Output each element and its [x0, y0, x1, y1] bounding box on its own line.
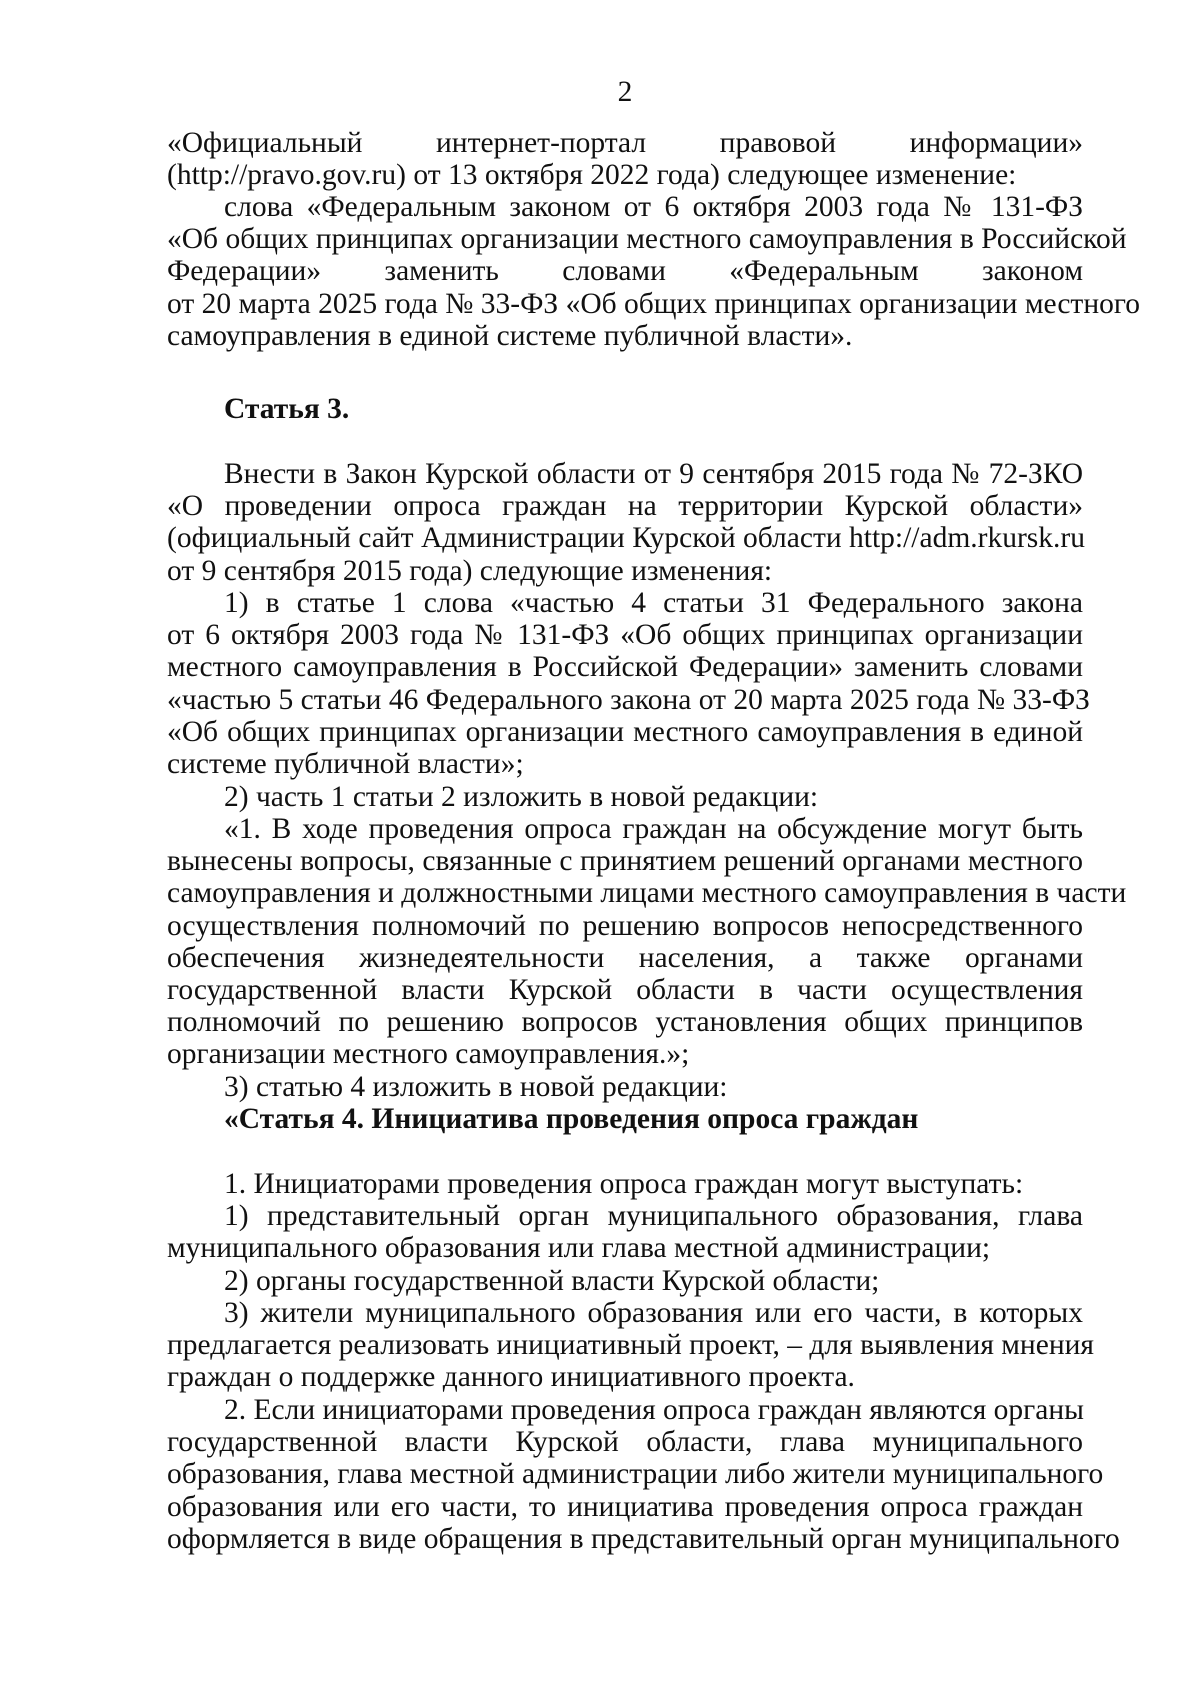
text-line: «Об общих принципах организации местного самоуправления в единой: [167, 715, 1083, 748]
text-line: Внести в Закон Курской области от 9 сентября 2015 года № 72-ЗКО: [224, 458, 1083, 490]
article-4-paragraph-2: [167, 1394, 1120, 1555]
intro-change-paragraph: [167, 191, 1140, 352]
text-line: образования или его части, то инициатива проведения опроса граждан: [167, 1490, 1083, 1523]
text-line: «Официальный интернет-портал правовой информации»: [167, 127, 1083, 159]
item-3: [167, 1071, 1083, 1103]
article-3-intro: [167, 458, 1083, 587]
text-line: 1) представительный орган муниципального образования, глава: [224, 1200, 1083, 1232]
text-line: Федерации» заменить словами «Федеральным законом: [167, 255, 1083, 288]
item-1: [167, 587, 1090, 781]
text-line: местного самоуправления в Российской Федерации» заменить словами: [167, 651, 1083, 684]
text-line: (http://pravo.gov.ru) от 13 октября 2022 года) следующее изменение:: [167, 159, 1017, 192]
text-line: 2) органы государственной власти Курской области;: [224, 1265, 880, 1297]
text-line: от 9 сентября 2015 года) следующие изменения:: [167, 554, 773, 587]
text-line: образования, глава местной администрации либо жители муниципального: [167, 1458, 1104, 1491]
text-line: обеспечения жизнедеятельности населения, а также органами: [167, 941, 1083, 974]
article-4-paragraph-1: [167, 1168, 1083, 1200]
article-4-item-3: [167, 1297, 1094, 1394]
text-line: организации местного самоуправления.»;: [167, 1038, 690, 1071]
page-number: 2: [617, 76, 633, 108]
text-line: «О проведении опроса граждан на территории Курской области»: [167, 490, 1083, 523]
text-line: 2. Если инициаторами проведения опроса граждан являются органы: [224, 1394, 1084, 1426]
article-3-heading: [167, 393, 1083, 425]
text-line: вынесены вопросы, связанные с принятием решений органами местного: [167, 845, 1083, 878]
article-4-item-2: [167, 1265, 1083, 1297]
text-line: муниципального образования или глава местной администрации;: [167, 1232, 991, 1265]
item-2: [167, 781, 1083, 813]
text-line: слова «Федеральным законом от 6 октября 2003 года № 131-ФЗ: [224, 191, 1083, 223]
text-line: граждан о поддержке данного инициативного проекта.: [167, 1361, 855, 1394]
text-line: 3) статью 4 изложить в новой редакции:: [224, 1071, 728, 1103]
text-line: системе публичной власти»;: [167, 748, 524, 781]
text-line: «частью 5 статьи 46 Федерального закона от 20 марта 2025 года № 33-ФЗ: [167, 683, 1090, 716]
text-line: государственной власти Курской области в части осуществления: [167, 974, 1083, 1007]
text-line: 2) часть 1 статьи 2 изложить в новой редакции:: [224, 781, 819, 813]
article-4-heading: [167, 1103, 1083, 1135]
text-line: 3) жители муниципального образования или его части, в которых: [224, 1297, 1083, 1329]
intro-paragraph: [167, 127, 1083, 191]
text-line: полномочий по решению вопросов установления общих принципов: [167, 1006, 1083, 1039]
text-line: (официальный сайт Администрации Курской области http://adm.rkursk.ru: [167, 522, 1085, 555]
article-4-item-1: [167, 1200, 1083, 1264]
text-line: оформляется в виде обращения в представительный орган муниципального: [167, 1522, 1120, 1555]
text-line: от 20 марта 2025 года № 33-ФЗ «Об общих принципах организации местного: [167, 287, 1140, 320]
heading-text: Статья 3.: [224, 393, 350, 425]
text-line: самоуправления в единой системе публичной власти».: [167, 319, 853, 352]
text-line: государственной власти Курской области, глава муниципального: [167, 1426, 1083, 1459]
text-line: «1. В ходе проведения опроса граждан на обсуждение могут быть: [224, 813, 1083, 845]
text-line: 1) в статье 1 слова «частью 4 статьи 31 Федерального закона: [224, 587, 1083, 619]
text-line: осуществления полномочий по решению вопросов непосредственного: [167, 909, 1083, 942]
text-line: 1. Инициаторами проведения опроса граждан могут выступать:: [224, 1168, 1024, 1200]
text-line: самоуправления и должностными лицами местного самоуправления в части: [167, 877, 1127, 910]
heading-text: «Статья 4. Инициатива проведения опроса граждан: [224, 1103, 919, 1135]
text-line: предлагается реализовать инициативный проект, – для выявления мнения: [167, 1329, 1094, 1362]
text-line: от 6 октября 2003 года № 131-ФЗ «Об общих принципах организации: [167, 619, 1083, 652]
item-2-text: [167, 813, 1127, 1071]
text-line: «Об общих принципах организации местного самоуправления в Российской: [167, 223, 1127, 256]
